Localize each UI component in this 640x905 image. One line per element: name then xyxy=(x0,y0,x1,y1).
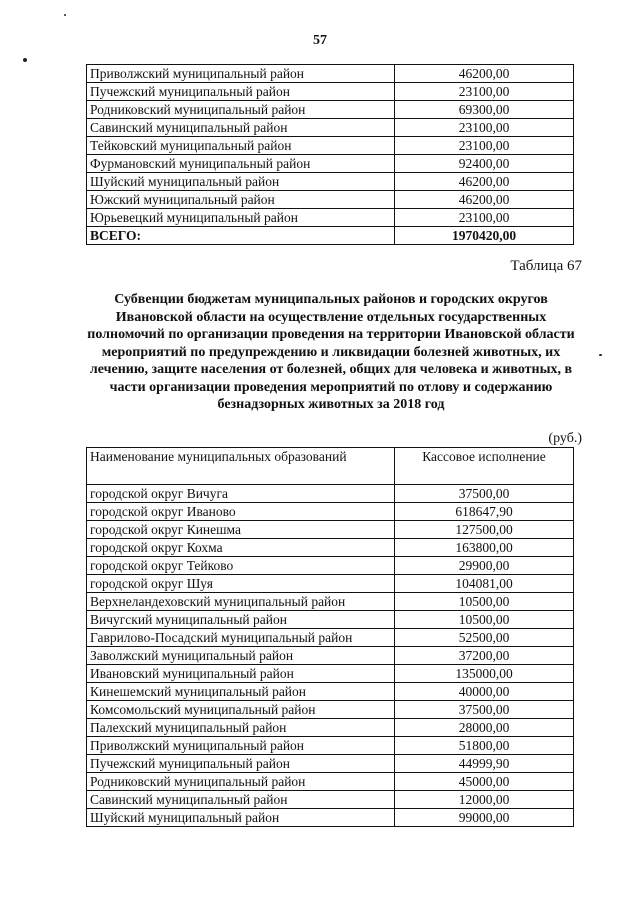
total-row xyxy=(87,227,574,245)
row-name: городской округ Вичуга xyxy=(87,485,395,503)
row-name: Юрьевецкий муниципальный район xyxy=(87,209,395,227)
row-amount: 23100,00 xyxy=(395,83,574,101)
row-amount: 40000,00 xyxy=(395,683,574,701)
row-amount: 69300,00 xyxy=(395,101,574,119)
table-row xyxy=(87,575,574,593)
table-row xyxy=(87,83,574,101)
table-row xyxy=(87,791,574,809)
row-amount: 46200,00 xyxy=(395,191,574,209)
table-row xyxy=(87,539,574,557)
table-row xyxy=(87,503,574,521)
row-name: Заволжский муниципальный район xyxy=(87,647,395,665)
row-name: городской округ Тейково xyxy=(87,557,395,575)
table-header-row xyxy=(87,448,574,485)
scan-speck xyxy=(64,14,66,16)
table-row xyxy=(87,65,574,83)
table-row xyxy=(87,773,574,791)
table-row xyxy=(87,809,574,827)
row-name: городской округ Кохма xyxy=(87,539,395,557)
table-row xyxy=(87,119,574,137)
row-amount: 92400,00 xyxy=(395,155,574,173)
table-row xyxy=(87,557,574,575)
row-amount: 46200,00 xyxy=(395,65,574,83)
scan-speck xyxy=(23,58,27,62)
row-name: Верхнеландеховский муниципальный район xyxy=(87,593,395,611)
row-amount: 44999,90 xyxy=(395,755,574,773)
row-name: Савинский муниципальный район xyxy=(87,791,395,809)
units-label: (руб.) xyxy=(548,431,582,446)
row-amount: 127500,00 xyxy=(395,521,574,539)
row-amount: 29900,00 xyxy=(395,557,574,575)
row-amount: 618647,90 xyxy=(395,503,574,521)
column-header-amount: Кассовое исполнение xyxy=(395,448,574,485)
table-row xyxy=(87,719,574,737)
row-name: Гаврилово-Посадский муниципальный район xyxy=(87,629,395,647)
table-row xyxy=(87,209,574,227)
table-row xyxy=(87,593,574,611)
row-amount: 37500,00 xyxy=(395,701,574,719)
table-row xyxy=(87,737,574,755)
row-name: Шуйский муниципальный район xyxy=(87,173,395,191)
table-row xyxy=(87,521,574,539)
row-amount: 23100,00 xyxy=(395,209,574,227)
row-name: Комсомольский муниципальный район xyxy=(87,701,395,719)
scan-speck xyxy=(599,354,602,356)
column-header-name: Наименование муниципальных образований xyxy=(87,448,395,485)
row-name: Родниковский муниципальный район xyxy=(87,101,395,119)
row-amount: 10500,00 xyxy=(395,611,574,629)
row-name: Фурмановский муниципальный район xyxy=(87,155,395,173)
table-label: Таблица 67 xyxy=(510,258,582,274)
table-row xyxy=(87,701,574,719)
row-name: Пучежский муниципальный район xyxy=(87,755,395,773)
row-name: Приволжский муниципальный район xyxy=(87,65,395,83)
table-row xyxy=(87,683,574,701)
row-amount: 23100,00 xyxy=(395,119,574,137)
total-amount: 1970420,00 xyxy=(395,227,574,245)
row-amount: 12000,00 xyxy=(395,791,574,809)
row-amount: 99000,00 xyxy=(395,809,574,827)
row-name: городской округ Шуя xyxy=(87,575,395,593)
row-name: Ивановский муниципальный район xyxy=(87,665,395,683)
row-amount: 10500,00 xyxy=(395,593,574,611)
page-number: 57 xyxy=(313,33,327,48)
table-row xyxy=(87,647,574,665)
row-amount: 163800,00 xyxy=(395,539,574,557)
row-amount: 135000,00 xyxy=(395,665,574,683)
table-title: Субвенции бюджетам муниципальных районов и городских округов Ивановской области на осуществление отдельных государственных полномочий по организации проведения на территории Ивановской области мероприятий по предупреждению и ликвидации болезней животных, их лечению, защите населения от болезней, общих для человека и животных, в части организации проведения мероприятий по отлову и содержанию безнадзорных животных за 2018 год xyxy=(87,292,575,412)
row-name: Приволжский муниципальный район xyxy=(87,737,395,755)
table-row xyxy=(87,155,574,173)
table-row xyxy=(87,629,574,647)
allocation-table-continued xyxy=(86,64,574,245)
row-amount: 23100,00 xyxy=(395,137,574,155)
row-name: Пучежский муниципальный район xyxy=(87,83,395,101)
row-name: Савинский муниципальный район xyxy=(87,119,395,137)
table-row xyxy=(87,173,574,191)
row-name: Тейковский муниципальный район xyxy=(87,137,395,155)
table-row xyxy=(87,485,574,503)
row-amount: 51800,00 xyxy=(395,737,574,755)
row-amount: 37200,00 xyxy=(395,647,574,665)
total-label: ВСЕГО: xyxy=(87,227,395,245)
row-name: Южский муниципальный район xyxy=(87,191,395,209)
row-name: городской округ Иваново xyxy=(87,503,395,521)
row-name: Вичугский муниципальный район xyxy=(87,611,395,629)
row-amount: 45000,00 xyxy=(395,773,574,791)
subvention-table xyxy=(86,447,574,827)
row-name: городской округ Кинешма xyxy=(87,521,395,539)
row-amount: 52500,00 xyxy=(395,629,574,647)
row-amount: 37500,00 xyxy=(395,485,574,503)
row-amount: 28000,00 xyxy=(395,719,574,737)
row-name: Палехский муниципальный район xyxy=(87,719,395,737)
table-row xyxy=(87,755,574,773)
row-name: Шуйский муниципальный район xyxy=(87,809,395,827)
row-name: Кинешемский муниципальный район xyxy=(87,683,395,701)
table-row xyxy=(87,611,574,629)
table-row xyxy=(87,101,574,119)
row-name: Родниковский муниципальный район xyxy=(87,773,395,791)
row-amount: 104081,00 xyxy=(395,575,574,593)
table-row xyxy=(87,665,574,683)
table-row xyxy=(87,137,574,155)
row-amount: 46200,00 xyxy=(395,173,574,191)
table-row xyxy=(87,191,574,209)
